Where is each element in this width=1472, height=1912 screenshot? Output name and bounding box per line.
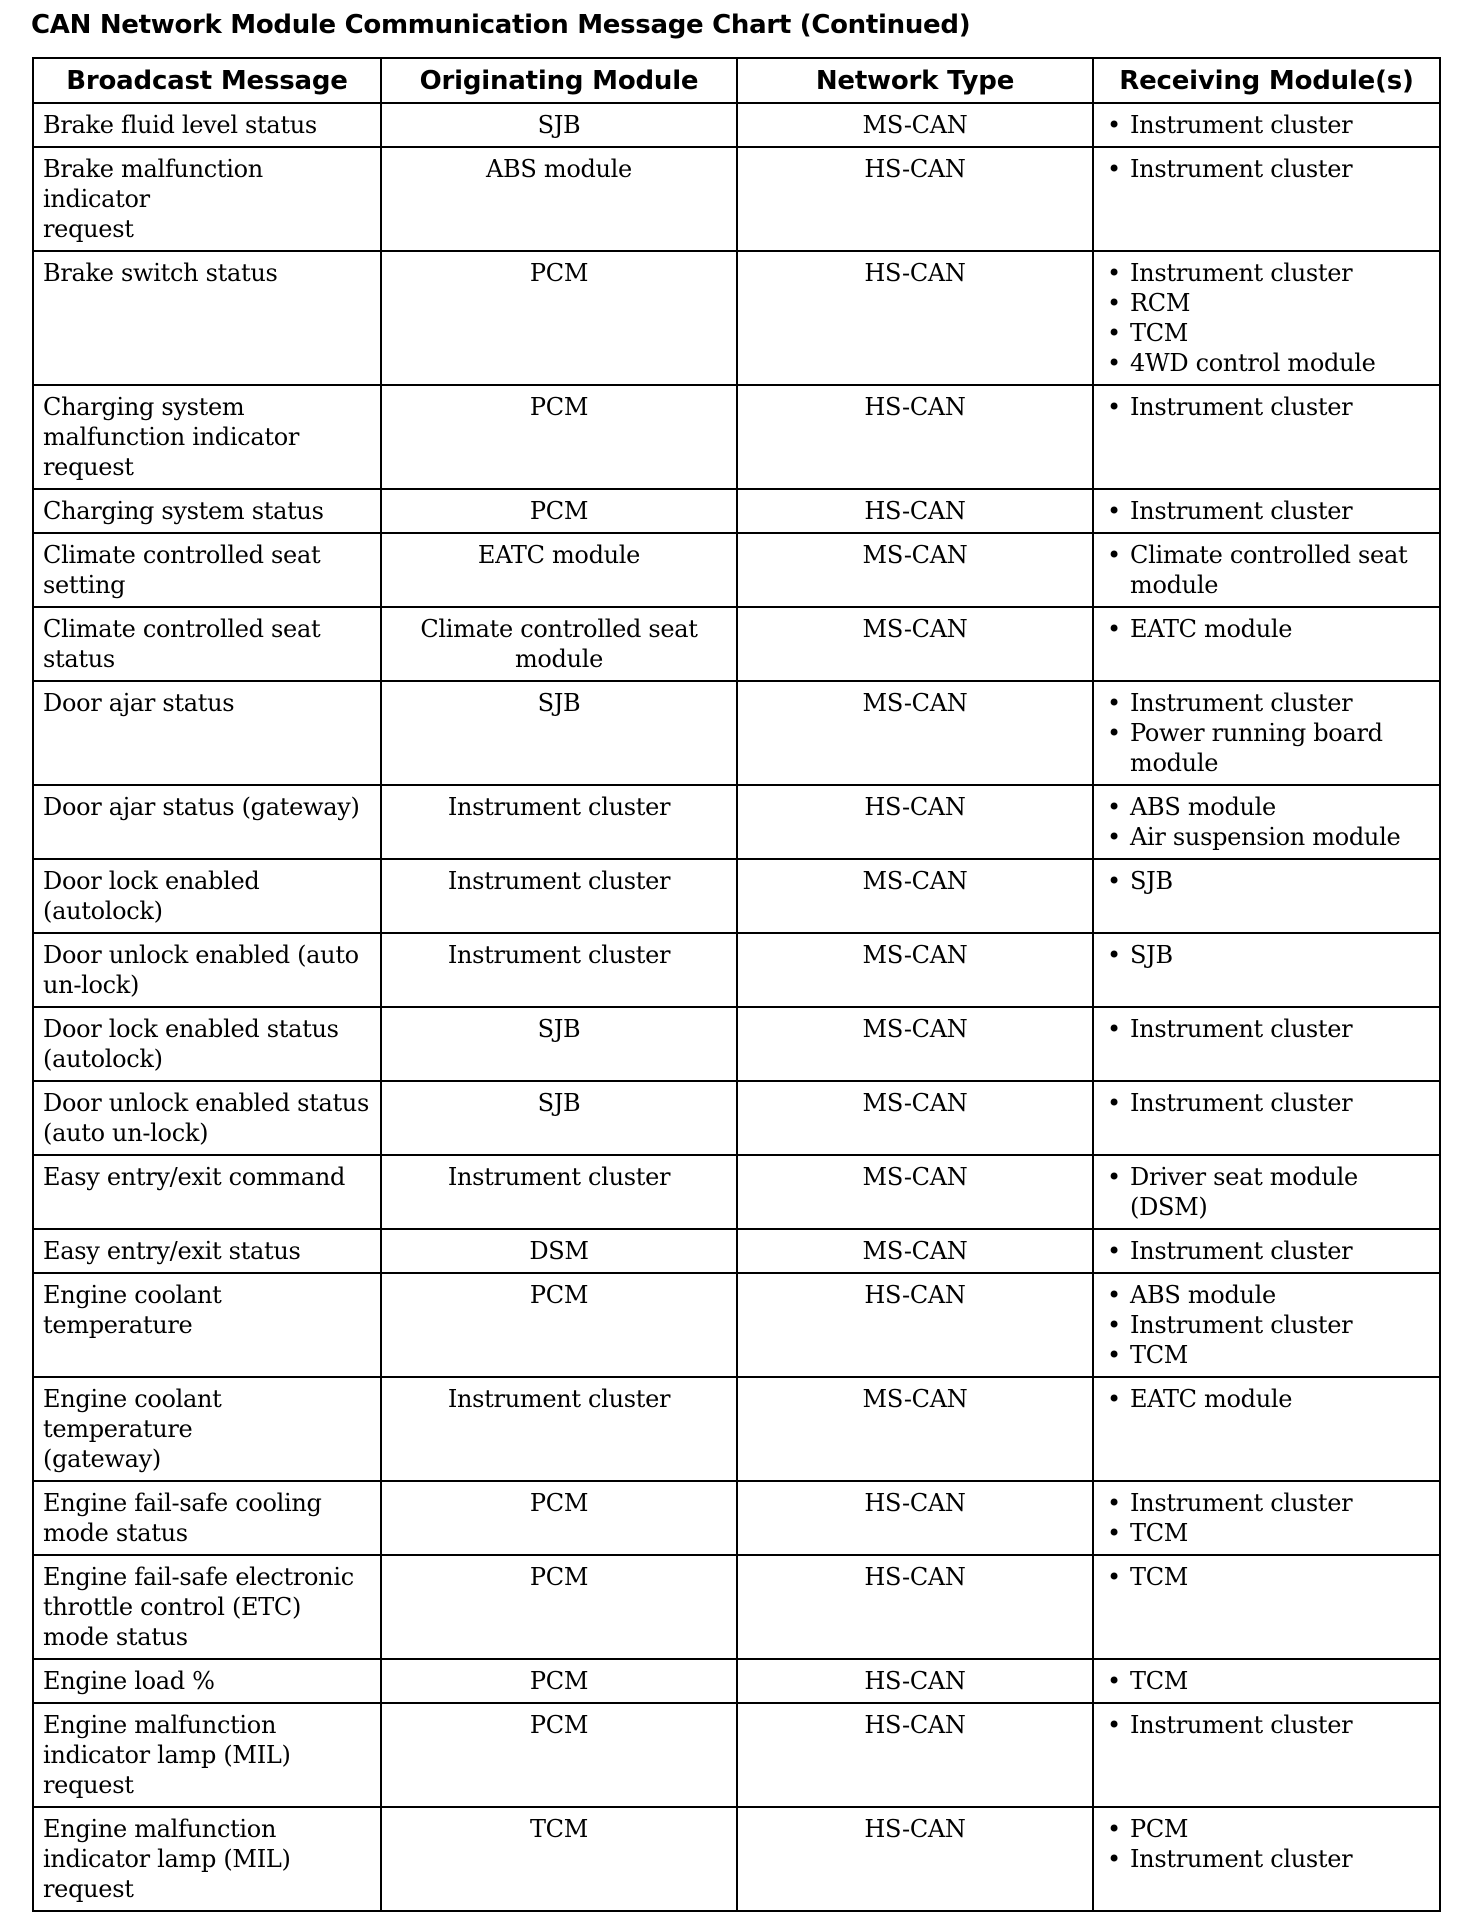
- broadcast-message-line: mode status: [43, 1519, 188, 1547]
- originating-module-cell: Instrument cluster: [381, 1155, 737, 1229]
- broadcast-message-line: Door ajar status: [43, 689, 235, 717]
- broadcast-message-cell: [33, 1229, 381, 1273]
- table-row: [33, 103, 1440, 147]
- network-type-cell: MS-CAN: [737, 681, 1093, 785]
- broadcast-message-line: Engine malfunction: [43, 1711, 277, 1739]
- list-item: • Instrument cluster: [1103, 1488, 1430, 1518]
- originating-module-cell: PCM: [381, 1273, 737, 1377]
- broadcast-message-cell: [33, 681, 381, 785]
- broadcast-message-line: setting: [43, 571, 126, 599]
- receiving-modules-cell: [1093, 607, 1440, 681]
- list-item: • EATC module: [1103, 614, 1430, 644]
- network-type-cell: HS-CAN: [737, 1555, 1093, 1659]
- receiving-modules-list: [1103, 496, 1430, 526]
- table-body: [33, 103, 1440, 1911]
- list-item: • Instrument cluster: [1103, 1236, 1430, 1266]
- list-item: • Instrument cluster: [1103, 496, 1430, 526]
- receiving-modules-list: [1103, 866, 1430, 896]
- network-type-cell: MS-CAN: [737, 103, 1093, 147]
- network-type-cell: HS-CAN: [737, 1807, 1093, 1911]
- receiving-modules-list: [1103, 1814, 1430, 1874]
- originating-module-cell: ABS module: [381, 147, 737, 251]
- table-row: [33, 933, 1440, 1007]
- list-item: • Instrument cluster: [1103, 154, 1430, 184]
- originating-module-cell: PCM: [381, 385, 737, 489]
- originating-module-cell: Instrument cluster: [381, 785, 737, 859]
- broadcast-message-cell: [33, 1007, 381, 1081]
- list-item: • TCM: [1103, 318, 1430, 348]
- broadcast-message-line: Brake fluid level status: [43, 111, 317, 139]
- broadcast-message-cell: [33, 103, 381, 147]
- broadcast-message-line: Door lock enabled status: [43, 1015, 339, 1043]
- receiving-modules-list: [1103, 940, 1430, 970]
- table-row: [33, 1807, 1440, 1911]
- column-header-receiving-modules: Receiving Module(s): [1093, 58, 1440, 103]
- list-item: • Instrument cluster: [1103, 392, 1430, 422]
- receiving-modules-cell: [1093, 1555, 1440, 1659]
- receiving-modules-list: [1103, 540, 1430, 600]
- list-item: • TCM: [1103, 1518, 1430, 1548]
- originating-module-cell: PCM: [381, 1659, 737, 1703]
- receiving-modules-cell: [1093, 533, 1440, 607]
- broadcast-message-line: Door unlock enabled status: [43, 1089, 369, 1117]
- table-row: [33, 785, 1440, 859]
- receiving-modules-cell: [1093, 385, 1440, 489]
- broadcast-message-line: Door unlock enabled (auto: [43, 941, 359, 969]
- table-row: [33, 1555, 1440, 1659]
- broadcast-message-line: Climate controlled seat: [43, 541, 321, 569]
- list-item: • RCM: [1103, 288, 1430, 318]
- network-type-cell: HS-CAN: [737, 147, 1093, 251]
- broadcast-message-line: Door ajar status (gateway): [43, 793, 360, 821]
- network-type-cell: MS-CAN: [737, 533, 1093, 607]
- receiving-modules-list: [1103, 258, 1430, 378]
- table-row: [33, 385, 1440, 489]
- broadcast-message-line: malfunction indicator: [43, 423, 300, 451]
- broadcast-message-line: (gateway): [43, 1445, 161, 1473]
- broadcast-message-line: request: [43, 1771, 134, 1799]
- list-item: • Instrument cluster: [1103, 688, 1430, 718]
- broadcast-message-line: Engine load %: [43, 1667, 215, 1695]
- table-row: [33, 147, 1440, 251]
- receiving-modules-list: [1103, 154, 1430, 184]
- broadcast-message-cell: [33, 1703, 381, 1807]
- message-chart-table: [32, 57, 1441, 1912]
- receiving-modules-list: [1103, 1014, 1430, 1044]
- originating-module-cell: Climate controlled seat module: [381, 607, 737, 681]
- broadcast-message-line: request: [43, 1875, 134, 1903]
- list-item: • Instrument cluster: [1103, 258, 1430, 288]
- table-row: [33, 859, 1440, 933]
- table-row: [33, 1007, 1440, 1081]
- table-row: [33, 533, 1440, 607]
- table-row: [33, 1155, 1440, 1229]
- list-item: • Climate controlled seat module: [1103, 540, 1430, 600]
- originating-module-cell: PCM: [381, 1555, 737, 1659]
- list-item: • Instrument cluster: [1103, 1088, 1430, 1118]
- table-row: [33, 1081, 1440, 1155]
- receiving-modules-cell: [1093, 1377, 1440, 1481]
- originating-module-cell: EATC module: [381, 533, 737, 607]
- receiving-modules-cell: [1093, 785, 1440, 859]
- broadcast-message-cell: [33, 1555, 381, 1659]
- network-type-cell: MS-CAN: [737, 1229, 1093, 1273]
- column-header-broadcast-message: Broadcast Message: [33, 58, 381, 103]
- list-item: • TCM: [1103, 1666, 1430, 1696]
- originating-module-cell: PCM: [381, 1481, 737, 1555]
- broadcast-message-line: mode status: [43, 1623, 188, 1651]
- receiving-modules-cell: [1093, 1659, 1440, 1703]
- broadcast-message-cell: [33, 1081, 381, 1155]
- originating-module-cell: PCM: [381, 251, 737, 385]
- list-item: • Air suspension module: [1103, 822, 1430, 852]
- network-type-cell: MS-CAN: [737, 1007, 1093, 1081]
- receiving-modules-cell: [1093, 1807, 1440, 1911]
- broadcast-message-line: request: [43, 215, 134, 243]
- broadcast-message-cell: [33, 859, 381, 933]
- receiving-modules-list: [1103, 1162, 1430, 1222]
- broadcast-message-cell: [33, 1273, 381, 1377]
- network-type-cell: MS-CAN: [737, 859, 1093, 933]
- receiving-modules-list: [1103, 614, 1430, 644]
- broadcast-message-line: indicator lamp (MIL): [43, 1845, 291, 1873]
- receiving-modules-cell: [1093, 251, 1440, 385]
- broadcast-message-cell: [33, 933, 381, 1007]
- receiving-modules-cell: [1093, 681, 1440, 785]
- broadcast-message-line: (autolock): [43, 897, 163, 925]
- receiving-modules-cell: [1093, 933, 1440, 1007]
- broadcast-message-line: Engine fail-safe electronic: [43, 1563, 354, 1591]
- table-row: [33, 1377, 1440, 1481]
- list-item: • SJB: [1103, 866, 1430, 896]
- receiving-modules-list: [1103, 110, 1430, 140]
- broadcast-message-line: un-lock): [43, 971, 140, 999]
- receiving-modules-list: [1103, 1236, 1430, 1266]
- receiving-modules-list: [1103, 1384, 1430, 1414]
- list-item: • TCM: [1103, 1340, 1430, 1370]
- receiving-modules-list: [1103, 688, 1430, 778]
- list-item: • EATC module: [1103, 1384, 1430, 1414]
- broadcast-message-line: Brake switch status: [43, 259, 278, 287]
- table-row: [33, 489, 1440, 533]
- network-type-cell: MS-CAN: [737, 1081, 1093, 1155]
- broadcast-message-line: Charging system: [43, 393, 245, 421]
- broadcast-message-line: status: [43, 645, 115, 673]
- broadcast-message-line: Engine coolant temperature: [43, 1281, 222, 1339]
- broadcast-message-cell: [33, 385, 381, 489]
- broadcast-message-line: Climate controlled seat: [43, 615, 321, 643]
- list-item: • PCM: [1103, 1814, 1430, 1844]
- originating-module-cell: SJB: [381, 681, 737, 785]
- broadcast-message-line: indicator lamp (MIL): [43, 1741, 291, 1769]
- receiving-modules-cell: [1093, 1273, 1440, 1377]
- receiving-modules-cell: [1093, 1007, 1440, 1081]
- broadcast-message-line: Easy entry/exit status: [43, 1237, 301, 1265]
- broadcast-message-cell: [33, 147, 381, 251]
- network-type-cell: MS-CAN: [737, 1377, 1093, 1481]
- list-item: • Driver seat module (DSM): [1103, 1162, 1430, 1222]
- receiving-modules-cell: [1093, 1229, 1440, 1273]
- broadcast-message-cell: [33, 1807, 381, 1911]
- table-row: [33, 1481, 1440, 1555]
- network-type-cell: MS-CAN: [737, 1155, 1093, 1229]
- receiving-modules-list: [1103, 1488, 1430, 1548]
- originating-module-cell: PCM: [381, 1703, 737, 1807]
- broadcast-message-cell: [33, 489, 381, 533]
- receiving-modules-list: [1103, 1088, 1430, 1118]
- broadcast-message-cell: [33, 607, 381, 681]
- receiving-modules-cell: [1093, 147, 1440, 251]
- broadcast-message-line: throttle control (ETC): [43, 1593, 302, 1621]
- originating-module-cell: SJB: [381, 1007, 737, 1081]
- header-row: [33, 58, 1440, 103]
- originating-module-cell: Instrument cluster: [381, 1377, 737, 1481]
- network-type-cell: MS-CAN: [737, 607, 1093, 681]
- broadcast-message-cell: [33, 1659, 381, 1703]
- list-item: • Instrument cluster: [1103, 1710, 1430, 1740]
- list-item: • Instrument cluster: [1103, 110, 1430, 140]
- network-type-cell: HS-CAN: [737, 1481, 1093, 1555]
- broadcast-message-cell: [33, 1481, 381, 1555]
- table-row: [33, 681, 1440, 785]
- column-header-network-type: Network Type: [737, 58, 1093, 103]
- network-type-cell: HS-CAN: [737, 1659, 1093, 1703]
- broadcast-message-line: (autolock): [43, 1045, 163, 1073]
- receiving-modules-cell: [1093, 103, 1440, 147]
- table-row: [33, 1273, 1440, 1377]
- network-type-cell: MS-CAN: [737, 933, 1093, 1007]
- list-item: • ABS module: [1103, 792, 1430, 822]
- broadcast-message-line: Door lock enabled: [43, 867, 260, 895]
- originating-module-cell: Instrument cluster: [381, 859, 737, 933]
- receiving-modules-list: [1103, 392, 1430, 422]
- broadcast-message-line: Engine fail-safe cooling: [43, 1489, 322, 1517]
- broadcast-message-cell: [33, 533, 381, 607]
- list-item: • TCM: [1103, 1562, 1430, 1592]
- receiving-modules-cell: [1093, 859, 1440, 933]
- table-row: [33, 251, 1440, 385]
- table-row: [33, 607, 1440, 681]
- network-type-cell: HS-CAN: [737, 1703, 1093, 1807]
- broadcast-message-line: Charging system status: [43, 497, 324, 525]
- originating-module-cell: DSM: [381, 1229, 737, 1273]
- broadcast-message-cell: [33, 251, 381, 385]
- list-item: • 4WD control module: [1103, 348, 1430, 378]
- list-item: • ABS module: [1103, 1280, 1430, 1310]
- receiving-modules-cell: [1093, 1481, 1440, 1555]
- broadcast-message-cell: [33, 1155, 381, 1229]
- originating-module-cell: PCM: [381, 489, 737, 533]
- network-type-cell: HS-CAN: [737, 489, 1093, 533]
- receiving-modules-cell: [1093, 489, 1440, 533]
- broadcast-message-line: (auto un-lock): [43, 1119, 209, 1147]
- list-item: • SJB: [1103, 940, 1430, 970]
- broadcast-message-line: Easy entry/exit command: [43, 1163, 346, 1191]
- broadcast-message-line: Engine malfunction: [43, 1815, 277, 1843]
- broadcast-message-line: request: [43, 453, 134, 481]
- receiving-modules-list: [1103, 1280, 1430, 1370]
- originating-module-cell: SJB: [381, 103, 737, 147]
- receiving-modules-cell: [1093, 1703, 1440, 1807]
- table-row: [33, 1703, 1440, 1807]
- broadcast-message-cell: [33, 1377, 381, 1481]
- network-type-cell: HS-CAN: [737, 251, 1093, 385]
- network-type-cell: HS-CAN: [737, 785, 1093, 859]
- broadcast-message-line: Engine coolant temperature: [43, 1385, 222, 1443]
- receiving-modules-cell: [1093, 1155, 1440, 1229]
- receiving-modules-list: [1103, 1562, 1430, 1592]
- network-type-cell: HS-CAN: [737, 1273, 1093, 1377]
- receiving-modules-list: [1103, 1710, 1430, 1740]
- list-item: • Instrument cluster: [1103, 1844, 1430, 1874]
- receiving-modules-list: [1103, 1666, 1430, 1696]
- originating-module-cell: Instrument cluster: [381, 933, 737, 1007]
- originating-module-cell: SJB: [381, 1081, 737, 1155]
- broadcast-message-cell: [33, 785, 381, 859]
- column-header-originating-module: Originating Module: [381, 58, 737, 103]
- network-type-cell: HS-CAN: [737, 385, 1093, 489]
- page-title: CAN Network Module Communication Message Chart (Continued): [31, 10, 971, 40]
- table-row: [33, 1229, 1440, 1273]
- table-row: [33, 1659, 1440, 1703]
- list-item: • Instrument cluster: [1103, 1310, 1430, 1340]
- list-item: • Instrument cluster: [1103, 1014, 1430, 1044]
- receiving-modules-cell: [1093, 1081, 1440, 1155]
- originating-module-cell: TCM: [381, 1807, 737, 1911]
- list-item: • Power running board module: [1103, 718, 1430, 778]
- broadcast-message-line: Brake malfunction indicator: [43, 155, 263, 213]
- receiving-modules-list: [1103, 792, 1430, 852]
